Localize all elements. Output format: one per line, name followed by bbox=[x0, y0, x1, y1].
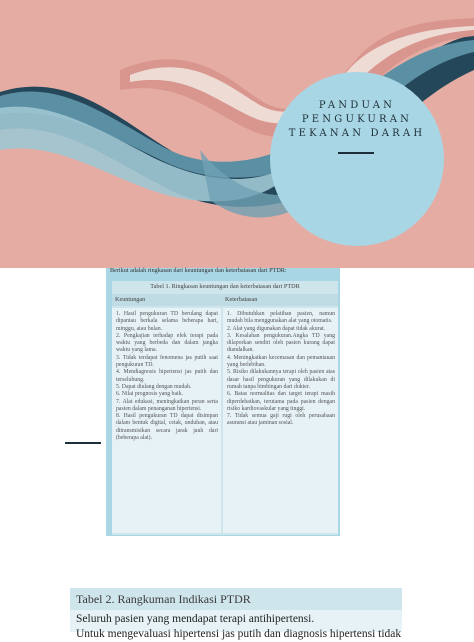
left-margin bbox=[0, 268, 106, 536]
table-2-row bbox=[70, 610, 402, 640]
keuntungan-item: 6. Nilai prognosis yang baik. bbox=[116, 391, 183, 398]
header-keuntungan: Keuntungan bbox=[112, 294, 222, 306]
title-line-2: PENGUKURAN bbox=[301, 114, 413, 125]
keterbatasan-item: 1. Dibutuhkan pelatihan pasien, namun mudah bila menggunakan alat yang otomatis. bbox=[227, 311, 335, 325]
keterbatasan-column bbox=[223, 308, 338, 533]
table-2 bbox=[70, 588, 402, 640]
keterbatasan-item: 2. Alat yang digunakan dapat tidak akurat. bbox=[227, 325, 326, 332]
header-keterbatasan: Keterbatasan bbox=[222, 294, 338, 306]
keterbatasan-item: 4. Meningkatkan kecemasan dan pemantauan yang berlebihan. bbox=[227, 354, 335, 369]
table-2-line: Seluruh pasien yang mendapat terapi antihipertensi. bbox=[76, 613, 315, 625]
keuntungan-item: 1. Hasil pengukuran TD berulang dapat dipantau berkala selama beberapa hari, minggu, atau bulan. bbox=[116, 311, 218, 332]
keterbatasan-item: 5. Risiko dilakukannya terapi oleh pasien atas dasar hasil pengukuran yang dilakukan di rumah tanpa bimbingan dari dokter. bbox=[227, 369, 335, 390]
keuntungan-item: 4. Mendiagnosis hipertensi jas putih dan terselubung. bbox=[116, 369, 218, 383]
keuntungan-item: 8. Hasil pengukuran TD dapat disimpan dalam bentuk digital, cetak, unduhan, atau ditransmisikan secara jarak jauh dari (beberapa alat). bbox=[116, 413, 218, 442]
keuntungan-column bbox=[112, 308, 221, 533]
table-2-line: Untuk mengevaluasi hipertensi jas putih dan diagnosis hipertensi tidak bbox=[76, 628, 402, 640]
keuntungan-item: 7. Alat edukasi, meningkatkan peran serta pasien dalam penanganan hipertensi. bbox=[116, 398, 218, 412]
keterbatasan-item: 3. Kesalahan pengukuran.Angka TD yang dilaporkan sendiri oleh pasien kurang dapat diandalkan. bbox=[227, 332, 335, 354]
table-1 bbox=[112, 281, 338, 535]
side-divider bbox=[65, 442, 101, 444]
table-1-caption: Tabel 1. Ringkasan keuntungan dan keterbatasan dari PTDR bbox=[150, 283, 300, 290]
document-title bbox=[286, 99, 428, 141]
keterbatasan-item: 7. Tidak semua gaji rugi oleh perusahaan asuransi atau jaminan sosial. bbox=[227, 413, 335, 427]
title-line-1: PANDUAN bbox=[318, 100, 396, 111]
title-underline bbox=[338, 152, 374, 154]
right-margin bbox=[340, 268, 474, 536]
title-line-3: TEKANAN DARAH bbox=[288, 128, 426, 139]
keuntungan-item: 2. Pengkajian terhadap efek terapi pada waktu yang berbeda dan dalam jangka waktu yang lama. bbox=[116, 332, 218, 354]
keterbatasan-item: 6. Batas normalitas dan target terapi masih diperdebatkan, terutama pada pasien dengan risiko kardiovaskular yang tinggi. bbox=[227, 391, 335, 412]
intro-text: Berikut adalah ringkasan dari keuntungan dan keterbatasan dari PTDR: bbox=[110, 267, 287, 274]
table-2-title: Tabel 2. Rangkuman Indikasi PTDR bbox=[70, 588, 402, 610]
keuntungan-item: 3. Tidak terdapat fenomena jas putih saat pengukuran TD. bbox=[116, 354, 218, 369]
keuntungan-item: 5. Dapat diulang dengan mudah. bbox=[116, 383, 192, 390]
